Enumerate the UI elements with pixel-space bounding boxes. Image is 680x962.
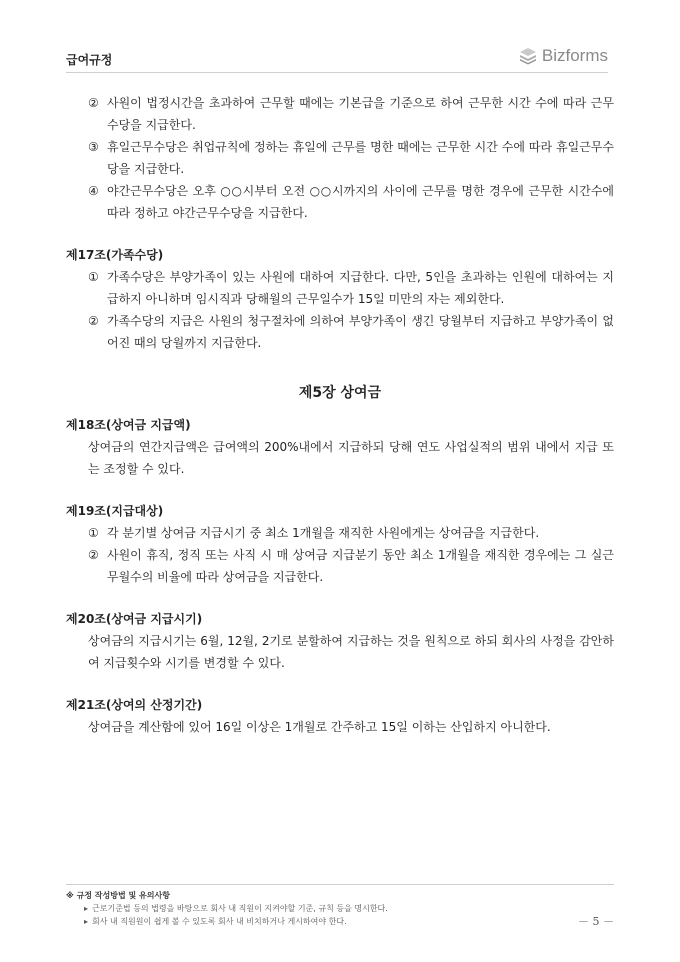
article-20-text: 상여금의 지급시기는 6월, 12월, 2기로 분할하여 지급하는 것을 원칙으로 하되 회사의 사정을 감안하여 지급횟수와 시기를 변경할 수 있다. (88, 634, 614, 670)
note-item (66, 902, 614, 915)
note-title: ※ 규정 작성방법 및 유의사항 (66, 891, 170, 900)
item-text: 가족수당은 부양가족이 있는 사원에 대하여 지급한다. 다만, 5인을 초과하는 인원에 대하여는 지급하지 아니하며 임시직과 당해월의 근무일수가 15일 미만의 자는 제외한다. (107, 270, 614, 306)
list-item (66, 180, 614, 224)
article-21-text: 상여금을 계산함에 있어 16일 이상은 1개월로 간주하고 15일 이하는 산입하지 아니한다. (88, 720, 551, 734)
bizforms-logo-icon (519, 47, 537, 65)
note-text: 근로기준법 등의 법령을 바탕으로 회사 내 직원이 지켜야할 기준, 규칙 등을 명시한다. (92, 904, 388, 913)
document-title: 급여규정 (66, 53, 113, 67)
item-text: 야간근무수당은 오후 ○○시부터 오전 ○○시까지의 사이에 근무를 명한 경우에 근무한 시간수에 따라 정하고 야간근무수당을 지급한다. (107, 184, 614, 220)
note-text: 회사 내 직원원이 쉽게 볼 수 있도록 회사 내 비치하거나 게시하여야 한다. (92, 917, 347, 926)
article-17-title: 제17조(가족수당) (66, 248, 164, 262)
item-number: ① (88, 270, 99, 284)
top-items-list (66, 92, 614, 224)
article-19-items (66, 522, 614, 588)
chapter-heading: 제5장 상여금 (298, 385, 382, 401)
triangle-bullet-icon: ▸ (84, 917, 89, 926)
item-text: 사원이 휴직, 정직 또는 사직 시 매 상여금 지급분기 동안 최소 1개월을 재직한 경우에는 그 실근무월수의 비율에 따라 상여금을 지급한다. (107, 548, 614, 584)
list-item (66, 522, 614, 544)
page-header (66, 44, 608, 73)
item-number: ② (88, 96, 99, 110)
brand-logo (519, 46, 608, 66)
item-text: 휴일근무수당은 취업규칙에 정하는 휴일에 근무를 명한 때에는 근무한 시간 수에 따라 휴일근무수당을 지급한다. (107, 140, 614, 176)
page-footer (66, 884, 614, 928)
list-item (66, 544, 614, 588)
article-17-items (66, 266, 614, 354)
article-20-title: 제20조(상여금 지급시기) (66, 612, 203, 626)
list-item (66, 310, 614, 354)
item-number: ② (88, 548, 99, 562)
list-item (66, 266, 614, 310)
article-21-title: 제21조(상여의 산정기간) (66, 698, 203, 712)
page-number: － 5 － (578, 915, 614, 928)
triangle-bullet-icon: ▸ (84, 904, 89, 913)
list-item (66, 92, 614, 136)
document-body (66, 92, 614, 738)
list-item (66, 136, 614, 180)
article-19-title: 제19조(지급대상) (66, 504, 164, 518)
item-number: ① (88, 526, 99, 540)
brand-name: Bizforms (541, 46, 608, 65)
item-text: 가족수당의 지급은 사원의 청구절차에 의하여 부양가족이 생긴 당월부터 지급하고 부양가족이 없어진 때의 당월까지 지급한다. (107, 314, 614, 350)
note-item (66, 915, 614, 928)
item-number: ② (88, 314, 99, 328)
item-number: ④ (88, 184, 99, 198)
article-18-text: 상여금의 연간지급액은 급여액의 200%내에서 지급하되 당해 연도 사업실적의 범위 내에서 지급 또는 조정할 수 있다. (88, 440, 614, 476)
article-18-title: 제18조(상여금 지급액) (66, 418, 191, 432)
item-text: 사원이 법정시간을 초과하여 근무할 때에는 기본급을 기준으로 하여 근무한 시간 수에 따라 근무수당을 지급한다. (107, 96, 614, 132)
item-number: ③ (88, 140, 99, 154)
item-text: 각 분기별 상여금 지급시기 중 최소 1개월을 재직한 사원에게는 상여금을 지급한다. (107, 526, 540, 540)
